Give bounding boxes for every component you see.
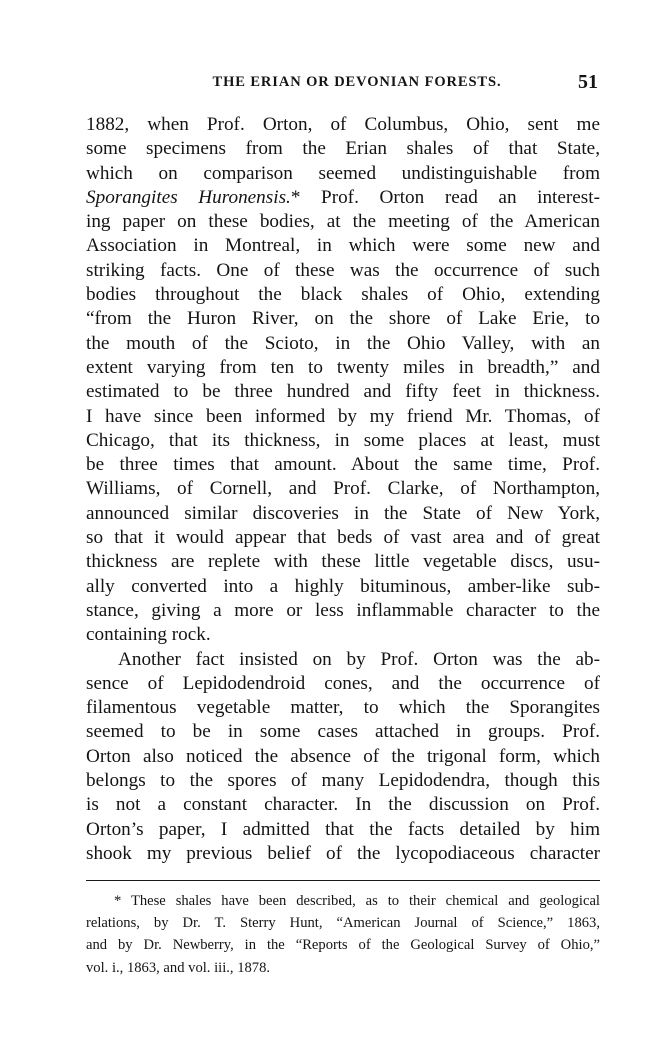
text-line: some specimens from the Erian shales of that State, bbox=[86, 138, 600, 160]
text-line: stance, giving a more or less inflammable character to the bbox=[86, 599, 600, 621]
text-line: 1882, when Prof. Orton, of Columbus, Ohio, sent me bbox=[86, 114, 600, 135]
text-line: filamentous vegetable matter, to which the Sporangites bbox=[86, 697, 600, 719]
running-title: THE ERIAN OR DEVONIAN FORESTS. bbox=[212, 74, 502, 90]
text-line: is not a constant character. In the discussion on Prof. bbox=[86, 794, 600, 816]
text-line: the mouth of the Scioto, in the Ohio Valley, with an bbox=[86, 332, 600, 354]
text-line: Association in Montreal, in which were some new and bbox=[86, 235, 600, 257]
paragraph-start-line: Another fact insisted on by Prof. Orton was the ab- bbox=[118, 648, 600, 670]
text-line: so that it would appear that beds of vast area and of great bbox=[86, 527, 600, 549]
text-line: shook my previous belief of the lycopodiaceous character bbox=[86, 842, 600, 864]
text-line: Chicago, that its thickness, in some places at least, must bbox=[86, 429, 600, 451]
text-line: extent varying from ten to twenty miles in breadth,” and bbox=[86, 356, 600, 378]
text-line: Orton’s paper, I admitted that the facts detailed by him bbox=[86, 818, 600, 840]
running-head bbox=[86, 72, 598, 98]
footnote-line: and by Dr. Newberry, in the “Reports of the Geological Survey of Ohio,” bbox=[86, 937, 600, 954]
text-line: “from the Huron River, on the shore of Lake Erie, to bbox=[86, 308, 600, 330]
text-line: seemed to be in some cases attached in groups. Prof. bbox=[86, 721, 600, 743]
footnote-line: relations, by Dr. T. Sterry Hunt, “American Journal of Science,” 1863, bbox=[86, 915, 600, 932]
text-line: Orton also noticed the absence of the trigonal form, which bbox=[86, 745, 600, 767]
footnote-divider bbox=[86, 880, 600, 881]
footnote-line: vol. i., 1863, and vol. iii., 1878. bbox=[86, 959, 271, 976]
text-line: announced similar discoveries in the State of New York, bbox=[86, 502, 600, 524]
paragraph-end-line: containing rock. bbox=[86, 624, 211, 646]
text-line: belongs to the spores of many Lepidodendra, though this bbox=[86, 770, 600, 792]
text-line: estimated to be three hundred and fifty feet in thickness. bbox=[86, 381, 600, 403]
text-line: bodies throughout the black shales of Ohio, extending bbox=[86, 284, 600, 306]
footnote-line: * These shales have been described, as to their chemical and geological bbox=[114, 893, 600, 909]
text-line: which on comparison seemed undistinguishable from bbox=[86, 162, 600, 184]
text-line: thickness are replete with these little vegetable discs, usu- bbox=[86, 551, 600, 573]
text-line: sence of Lepidodendroid cones, and the occurrence of bbox=[86, 672, 600, 694]
footnote bbox=[86, 890, 600, 979]
text-line: Williams, of Cornell, and Prof. Clarke, of Northampton, bbox=[86, 478, 600, 500]
text-line: be three times that amount. About the same time, Prof. bbox=[86, 454, 600, 476]
body-text bbox=[86, 113, 600, 866]
text-line: ing paper on these bodies, at the meeting of the American bbox=[86, 211, 600, 233]
page-number: 51 bbox=[578, 71, 598, 93]
text-line: I have since been informed by my friend Mr. Thomas, of bbox=[86, 405, 600, 427]
text-line: ally converted into a highly bituminous, amber-like sub- bbox=[86, 575, 600, 597]
text-line: striking facts. One of these was the occurrence of such bbox=[86, 259, 600, 281]
text-line-with-italic bbox=[86, 186, 600, 210]
line-remainder: * Prof. Orton read an interest- bbox=[290, 186, 600, 208]
italic-species-name: Sporangites Huronensis. bbox=[86, 186, 291, 208]
